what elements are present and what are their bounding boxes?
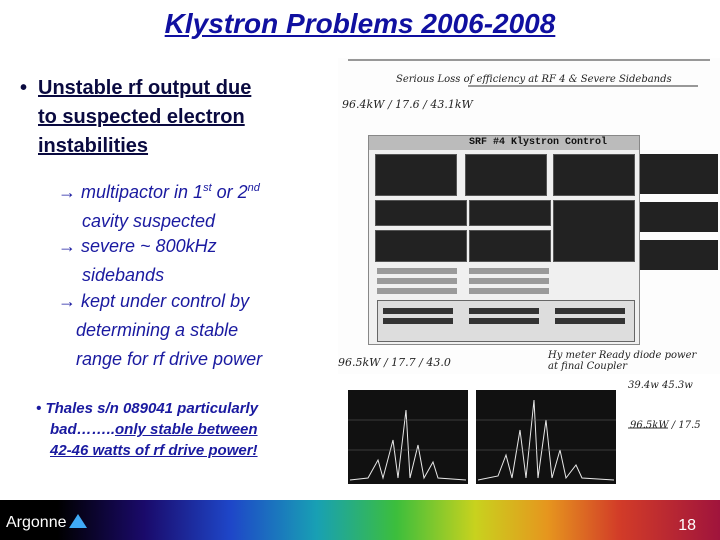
status-row: [469, 288, 549, 294]
small-bullet-line: only stable between: [115, 421, 258, 438]
arrow-icon: →: [58, 236, 76, 256]
control-panel: [469, 200, 551, 226]
sub-bullet-text: sidebands: [82, 265, 165, 285]
status-row: [469, 318, 539, 324]
sub-bullet-text: or 2: [211, 182, 248, 202]
sub-bullet-text: range for rf drive power: [76, 349, 263, 369]
logo-text: Argonne: [6, 514, 67, 531]
sub-bullet-text: cavity suspected: [82, 211, 216, 231]
status-row: [555, 318, 625, 324]
sub-bullet-text: multipactor in 1: [81, 182, 204, 202]
arrow-icon: →: [58, 182, 76, 202]
sub-bullet-text: severe ~ 800kHz: [81, 236, 217, 256]
klystron-control-window: [368, 135, 640, 345]
handwriting-note: 96.5kW / 17.7 / 43.0: [338, 356, 451, 369]
status-row: [469, 268, 549, 274]
main-bullet-line-3: instabilities: [38, 135, 149, 157]
sub-bullet-text: determining a stable: [76, 320, 239, 340]
logo-triangle-icon: [69, 514, 87, 528]
control-panel: [469, 230, 551, 262]
small-bullet-line: Thales s/n 089041 particularly: [45, 400, 259, 417]
argonne-logo: [6, 514, 87, 532]
arrow-icon: →: [58, 291, 76, 311]
status-row: [469, 308, 539, 314]
status-row: [383, 318, 453, 324]
sub-bullet-multipactor: [58, 174, 328, 236]
status-row: [555, 308, 625, 314]
control-panel: [375, 230, 467, 262]
window-title: SRF #4 Klystron Control: [469, 137, 608, 148]
sub-bullet-sidebands: [58, 232, 328, 290]
control-panel: [553, 154, 635, 196]
status-row: [383, 308, 453, 314]
page-number: 18: [678, 517, 696, 534]
small-bullet-thales: [36, 398, 326, 461]
main-bullet: [20, 74, 330, 161]
sub-bullet-text: kept under control by: [81, 291, 250, 311]
handwriting-note: 96.4kW / 17.6 / 43.1kW: [342, 98, 473, 111]
main-bullet-line-1: Unstable rf output due: [38, 77, 252, 99]
handwriting-note: Hy meter Ready diode power at final Coupler: [548, 350, 697, 372]
slide-title: Klystron Problems 2006-2008: [164, 8, 556, 39]
spectrum-analyzer-traces: [338, 350, 720, 484]
status-row: [469, 278, 549, 284]
status-row: [377, 278, 457, 284]
control-panel: [553, 200, 635, 262]
handwriting-note: 96.5kW / 17.5: [630, 420, 701, 431]
small-bullet-line: bad……..: [50, 421, 116, 438]
bullet-marker: •: [36, 400, 42, 417]
control-panel: [465, 154, 547, 196]
control-panel: [375, 154, 457, 196]
footer-bar: [0, 500, 720, 540]
main-bullet-line-2: to suspected electron: [38, 106, 245, 128]
bullet-marker: •: [20, 77, 28, 99]
control-panel: [375, 200, 467, 226]
superscript: nd: [247, 182, 260, 194]
handwriting-note: 39.4w 45.3w: [628, 380, 693, 391]
superscript: st: [203, 182, 212, 194]
side-panel-label: [640, 140, 718, 270]
sub-bullet-control: [58, 287, 328, 374]
status-row: [377, 288, 457, 294]
status-row: [377, 268, 457, 274]
small-bullet-line: 42-46 watts of rf drive power!: [50, 442, 258, 459]
handwriting-note: Serious Loss of efficiency at RF 4 & Severe Sidebands: [396, 74, 672, 85]
